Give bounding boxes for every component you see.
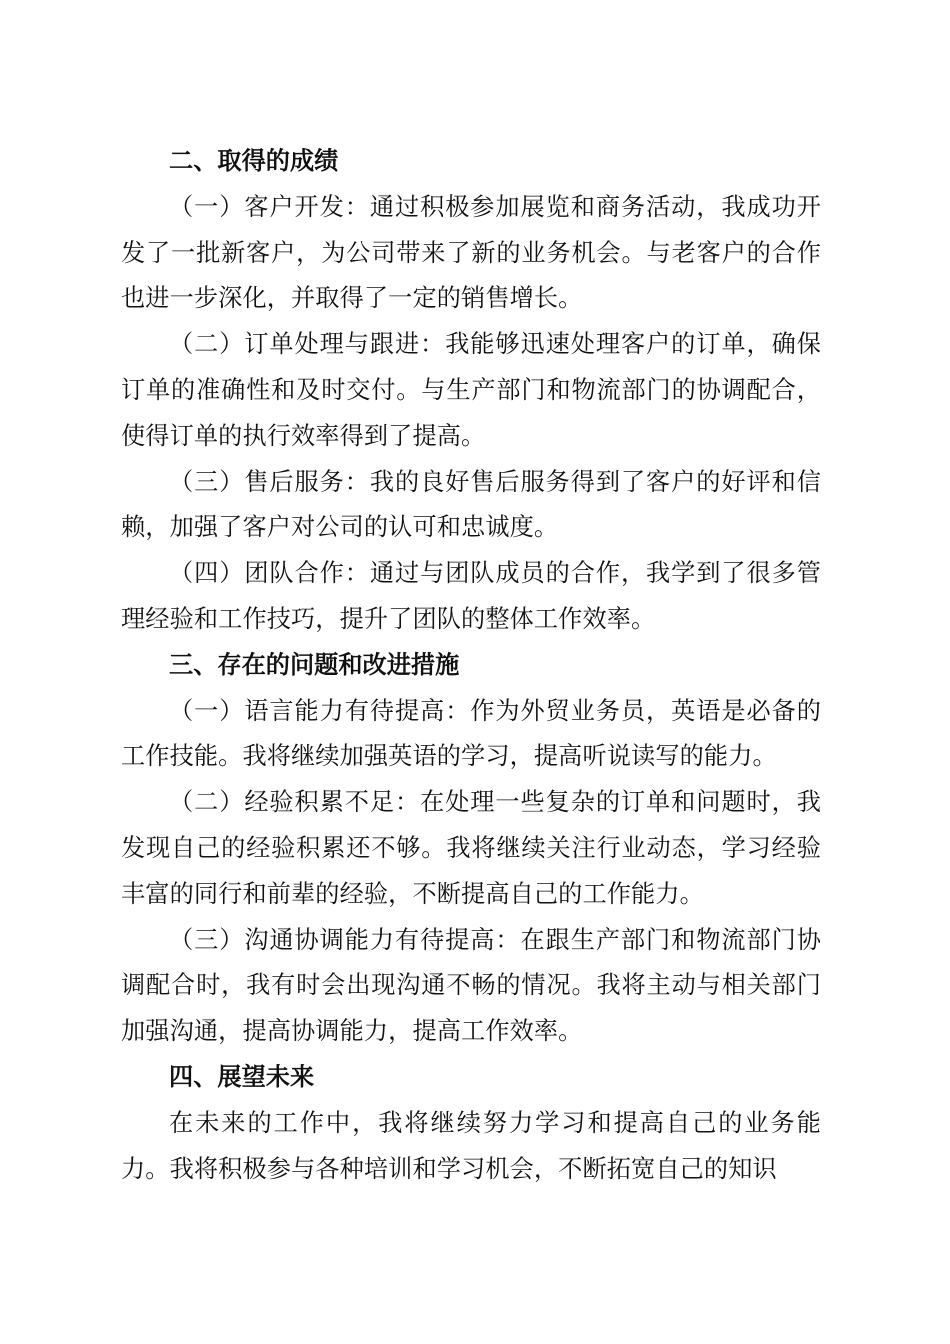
section-heading-achievements: 二、取得的成绩 bbox=[169, 147, 339, 175]
paragraph-experience: （二）经验积累不足：在处理一些复杂的订单和问题时，我发现自己的经验积累还不够。我将继续关注行业动态，学习经验丰富的同行和前辈的经验，不断提高自己的工作能力。 bbox=[121, 788, 821, 908]
paragraph-teamwork: （四）团队合作：通过与团队成员的合作，我学到了很多管理经验和工作技巧，提升了团队的整体工作效率。 bbox=[121, 559, 821, 633]
paragraph-language-ability: （一）语言能力有待提高：作为外贸业务员，英语是必备的工作技能。我将继续加强英语的学习，提高听说读写的能力。 bbox=[121, 696, 821, 771]
section-heading-problems: 三、存在的问题和改进措施 bbox=[169, 650, 460, 679]
document-page bbox=[121, 139, 821, 1192]
paragraph-order-processing: （二）订单处理与跟进：我能够迅速处理客户的订单，确保订单的准确性和及时交付。与生产部门和物流部门的协调配合，使得订单的执行效率得到了提高。 bbox=[121, 330, 821, 450]
paragraph-communication: （三）沟通协调能力有待提高：在跟生产部门和物流部门协调配合时，我有时会出现沟通不畅的情况。我将主动与相关部门加强沟通，提高协调能力，提高工作效率。 bbox=[121, 925, 821, 1046]
paragraph-customer-development: （一）客户开发：通过积极参加展览和商务活动，我成功开发了一批新客户，为公司带来了新的业务机会。与老客户的合作也进一步深化，并取得了一定的销售增长。 bbox=[121, 192, 821, 313]
paragraph-after-sales: （三）售后服务：我的良好售后服务得到了客户的好评和信赖，加强了客户对公司的认可和忠诚度。 bbox=[121, 467, 821, 542]
section-heading-outlook: 四、展望未来 bbox=[169, 1062, 315, 1091]
paragraph-future: 在未来的工作中，我将继续努力学习和提高自己的业务能力。我将积极参与各种培训和学习机会，不断拓宽自己的知识 bbox=[121, 1108, 821, 1183]
